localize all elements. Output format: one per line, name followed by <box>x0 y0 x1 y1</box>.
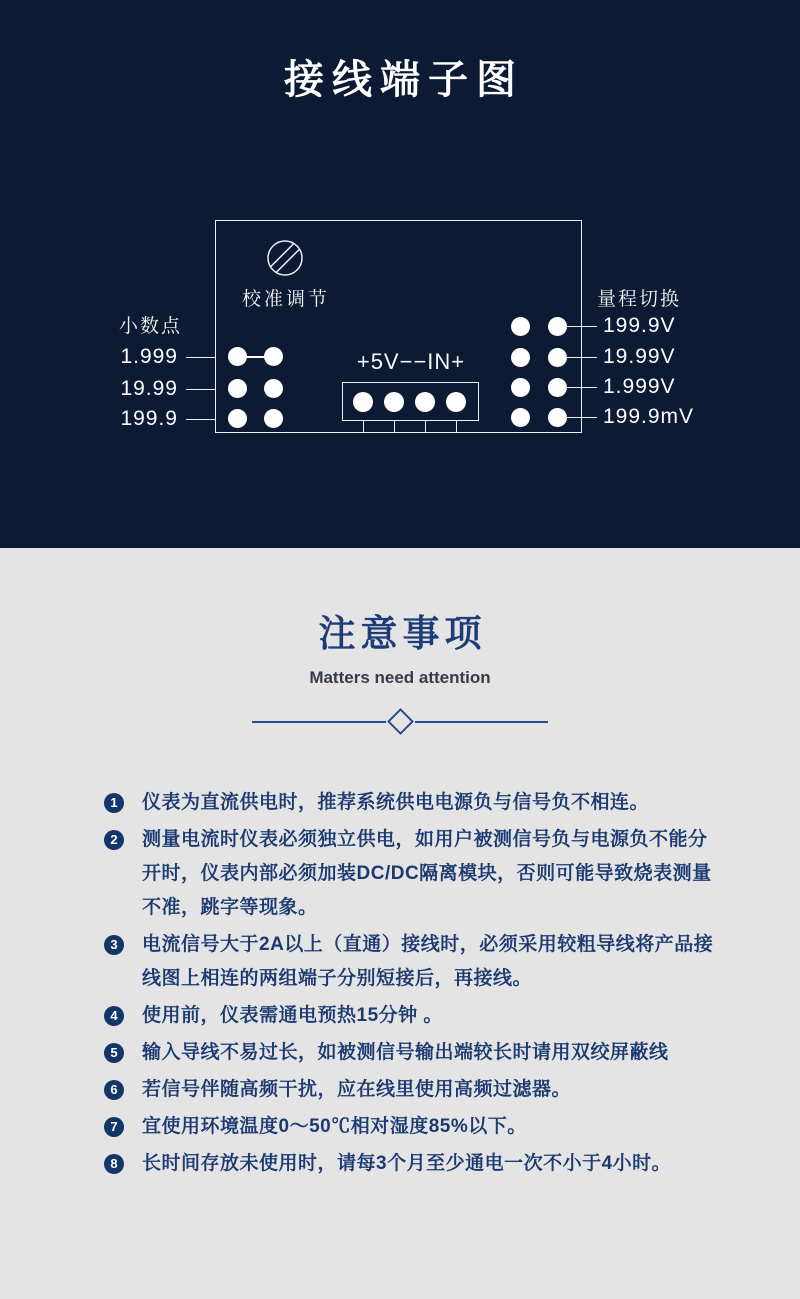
leader-line <box>567 387 597 388</box>
item-number-badge: 7 <box>104 1117 124 1137</box>
decimal-option-label: 1.999 <box>120 345 178 368</box>
terminal-dot <box>511 348 530 367</box>
range-option-label: 1.999V <box>603 375 676 398</box>
calibration-label: 校准调节 <box>241 289 330 310</box>
leader-line <box>186 419 215 420</box>
item-number-badge: 5 <box>104 1043 124 1063</box>
item-number-badge: 3 <box>104 935 124 955</box>
terminal-dot <box>511 378 530 397</box>
notice-item-text: 若信号伴随高频干扰，应在线里使用高频过滤器。 <box>142 1079 572 1100</box>
divider-line <box>415 721 549 723</box>
notice-item-text: 电流信号大于2A以上（直通）接线时，必须采用较粗导线将产品接线图上相连的两组端子分别短接后，再接线。 <box>142 934 714 989</box>
page-title: 接线端子图 <box>284 58 524 102</box>
pin-lead <box>456 421 457 433</box>
notice-title: 注意事项 <box>318 613 487 654</box>
notice-list <box>104 786 714 1181</box>
terminal-dot <box>511 317 530 336</box>
terminal-dot <box>228 379 247 398</box>
item-number-badge: 6 <box>104 1080 124 1100</box>
pin-dot <box>384 392 404 412</box>
notice-item-text: 仪表为直流供电时，推荐系统供电电源负与信号负不相连。 <box>142 792 650 813</box>
range-option-label: 199.9V <box>603 314 676 337</box>
notice-subtitle: Matters need attention <box>309 668 491 687</box>
item-number-badge: 8 <box>104 1154 124 1174</box>
notice-item <box>104 1110 714 1144</box>
terminal-dot <box>264 379 283 398</box>
item-number-badge: 1 <box>104 793 124 813</box>
power-pins-label: +5V−−IN+ <box>356 349 466 374</box>
notice-item <box>104 1147 714 1181</box>
item-number-badge: 4 <box>104 1006 124 1026</box>
leader-line <box>567 417 597 418</box>
notice-item <box>104 999 714 1033</box>
notice-item-text: 测量电流时仪表必须独立供电，如用户被测信号负与电源负不能分开时，仪表内部必须加装DC/DC隔离模块，否则可能导致烧表测量不准，跳字等现象。 <box>142 829 712 918</box>
notice-item <box>104 823 714 925</box>
notice-item-text: 长时间存放未使用时，请每3个月至少通电一次不小于4小时。 <box>142 1153 672 1174</box>
pin-lead <box>425 421 426 433</box>
leader-line <box>567 357 597 358</box>
range-option-label: 19.99V <box>603 345 676 368</box>
decimal-option-label: 199.9 <box>120 407 178 430</box>
diamond-ornament <box>387 708 414 735</box>
notice-item <box>104 928 714 996</box>
terminal-dot <box>548 408 567 427</box>
terminal-dot <box>511 408 530 427</box>
leader-line <box>186 389 215 390</box>
range-option-label: 199.9mV <box>603 405 695 428</box>
jumper-link <box>240 356 270 358</box>
decorative-divider <box>252 711 548 732</box>
notice-item <box>104 786 714 820</box>
terminal-dot <box>228 409 247 428</box>
divider-line <box>252 721 386 723</box>
pin-lead <box>363 421 364 433</box>
leader-line <box>186 357 215 358</box>
pin-dot <box>353 392 373 412</box>
notice-item-text: 宜使用环境温度0～50℃相对湿度85%以下。 <box>142 1116 527 1137</box>
terminal-dot <box>548 348 567 367</box>
notice-item-text: 使用前，仪表需通电预热15分钟 。 <box>142 1005 443 1026</box>
terminal-dot <box>548 317 567 336</box>
pin-dot <box>446 392 466 412</box>
pin-dot <box>415 392 435 412</box>
notice-item <box>104 1036 714 1070</box>
notice-item <box>104 1073 714 1107</box>
item-number-badge: 2 <box>104 830 124 850</box>
range-switch-label: 量程切换 <box>597 289 682 310</box>
notice-section <box>0 548 800 1299</box>
terminal-diagram-section <box>0 0 800 548</box>
potentiometer-icon <box>265 238 305 278</box>
terminal-dot <box>264 409 283 428</box>
leader-line <box>567 326 597 327</box>
terminal-dot <box>548 378 567 397</box>
pin-lead <box>394 421 395 433</box>
decimal-option-label: 19.99 <box>120 377 178 400</box>
notice-item-text: 输入导线不易过长，如被测信号输出端较长时请用双绞屏蔽线 <box>142 1042 669 1063</box>
decimal-point-label: 小数点 <box>119 316 183 337</box>
